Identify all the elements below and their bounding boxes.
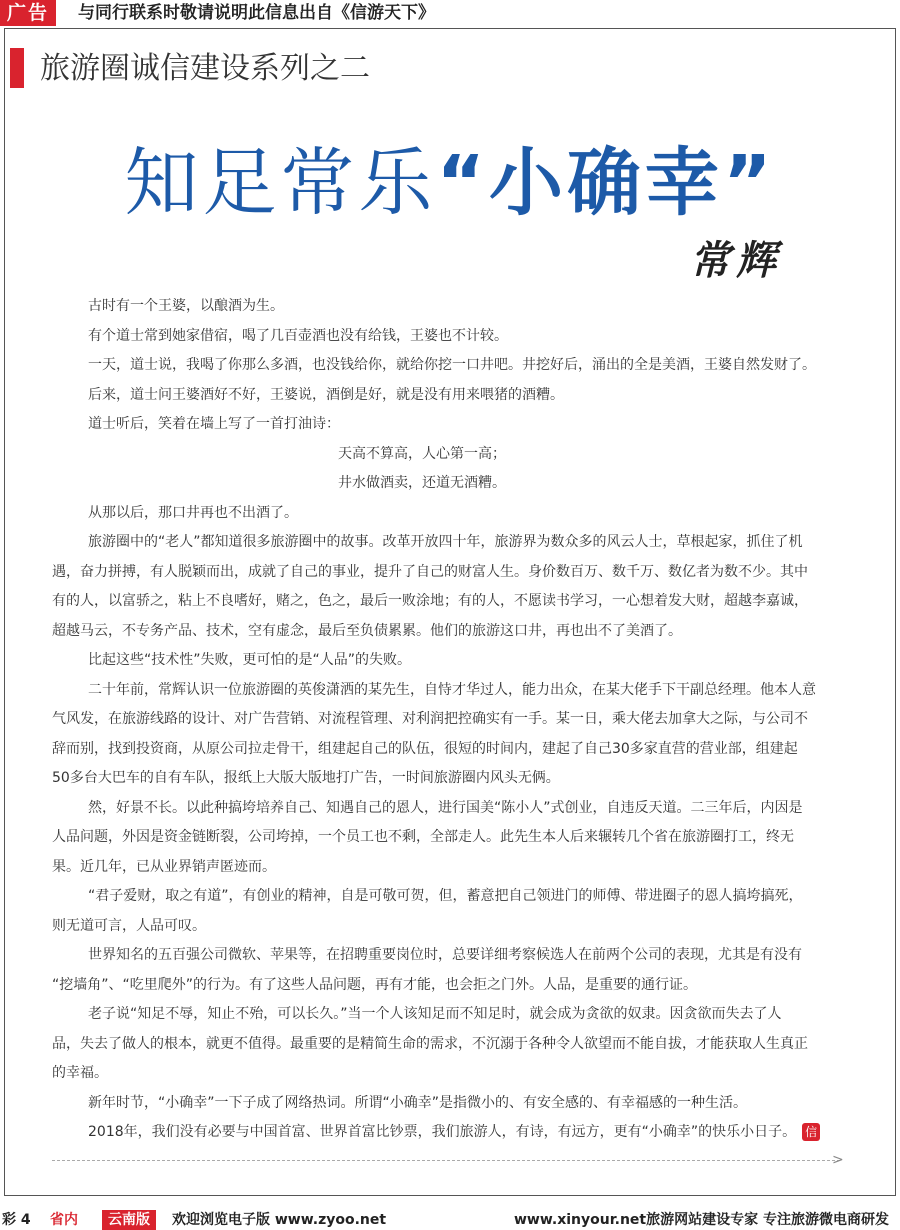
- paragraph-line: 超越马云，不专务产品、技术，空有虚念，最后至负债累累。他们的旅游这口井，再也出不了美酒了。: [52, 622, 682, 639]
- paragraph-line: 比起这些“技术性”失败，更可怕的是“人品”的失败。: [88, 652, 412, 668]
- paragraph-line: “挖墙角”、“吃里爬外”的行为。有了这些人品问题，再有才能，也会拒之门外。人品，是重要的通行证。: [52, 976, 698, 993]
- page-footer: [0, 1210, 900, 1230]
- arrow-right-icon: >: [832, 1152, 844, 1168]
- paragraph-line: 人品问题，外因是资金链断裂，公司垮掉，一个员工也不剩，全部走人。此先生本人后来辗转几个省在旅游圈打工，终无: [52, 829, 794, 845]
- author-signature: 常辉: [690, 237, 782, 284]
- promo-link[interactable]: www.xinyour.net旅游网站建设专家 专注旅游微电商研发: [514, 1212, 889, 1228]
- paragraph-line: 则无道可言，人品可叹。: [52, 917, 206, 934]
- paragraph-line: 遇，奋力拼搏，有人脱颖而出，成就了自己的事业，提升了自己的财富人生。身价数百万、数千万、数亿者为数不少。其中: [52, 563, 808, 580]
- top-ad-bar: [0, 0, 900, 26]
- paragraph-line: 品，失去了做人的根本，就更不值得。最重要的是精简生命的需求，不沉溺于各种令人欲望而不能自拔，才能获取人生真正: [52, 1035, 808, 1052]
- closing-sentence: 2018年，我们没有必要与中国首富、世界首富比钞票，我们旅游人，有诗，有远方，更有“小确幸”的快乐小日子。: [88, 1124, 797, 1140]
- paragraph-line: 旅游圈中的“老人”都知道很多旅游圈中的故事。改革开放四十年，旅游界为数众多的风云人士，草根起家，抓住了机: [88, 534, 803, 550]
- page-number: 彩 4: [2, 1212, 31, 1228]
- dotted-divider: [52, 1160, 840, 1161]
- end-seal-icon: 信: [802, 1123, 820, 1141]
- paragraph-line: 古时有一个王婆，以酿酒为生。: [88, 298, 284, 314]
- series-title: 旅游圈诚信建设系列之二: [40, 51, 370, 86]
- ad-badge: 广告: [0, 0, 56, 26]
- paragraph-line: 然，好景不长。以此种搞垮培养自己、知遇自己的恩人，进行国美“陈小人”式创业，自违反天道。二三年后，内因是: [88, 799, 803, 816]
- paragraph-line: 后来，道士问王婆酒好不好，王婆说，酒倒是好，就是没有用来喂猪的酒糟。: [88, 386, 564, 403]
- article-body: [52, 292, 852, 1148]
- poem-line: 天高不算高，人心第一高；: [338, 445, 506, 462]
- paragraph-line: [52, 1118, 852, 1148]
- paragraph-line: 从那以后，那口井再也不出酒了。: [88, 504, 298, 521]
- paragraph-line: “君子爱财，取之有道”，有创业的精神，自是可敬可贺，但，蓄意把自己领进门的师傅、带进圈子的恩人搞垮搞死，: [88, 888, 803, 904]
- paragraph-line: 新年时节，“小确幸”一下子成了网络热词。所谓“小确幸”是指微小的、有安全感的、有幸福感的一种生活。: [88, 1094, 748, 1111]
- paragraph-line: 50多台大巴车的自有车队，报纸上大版大版地打广告，一时间旅游圈内风头无俩。: [52, 770, 560, 786]
- paragraph-line: 二十年前，常辉认识一位旅游圈的英俊潇洒的某先生，自恃才华过人，能力出众，在某大佬手下干副总经理。他本人意: [88, 681, 816, 698]
- poem-line: 井水做酒卖，还道无酒糟。: [338, 475, 506, 491]
- paragraph-line: 辞而别，找到投资商，从原公司拉走骨干，组建起自己的队伍，很短的时间内，建起了自己30多家直营的营业部，组建起: [52, 740, 798, 757]
- series-marker: [10, 48, 24, 88]
- paragraph-line: 有个道士常到她家借宿，喝了几百壶酒也没有给钱，王婆也不计较。: [88, 327, 508, 344]
- paragraph-line: 世界知名的五百强公司微软、苹果等，在招聘重要岗位时，总要详细考察候选人在前两个公司的表现，尤其是有没有: [88, 947, 802, 963]
- paragraph-line: 一天，道士说，我喝了你那么多酒，也没钱给你，就给你挖一口井吧。井挖好后，涌出的全是美酒，王婆自然发财了。: [88, 357, 816, 373]
- title-part2: “小确幸”: [436, 140, 776, 226]
- paragraph-line: 果。近几年，已从业界销声匿迹而。: [52, 858, 276, 875]
- browse-link[interactable]: 欢迎浏览电子版 www.zyoo.net: [172, 1212, 387, 1228]
- paragraph-line: 气风发，在旅游线路的设计、对广告营销、对流程管理、对利润把控确实有一手。某一日，乘大佬去加拿大之际，与公司不: [52, 711, 808, 727]
- section-label: 省内: [50, 1212, 78, 1228]
- ad-notice: 与同行联系时敬请说明此信息出自《信游天下》: [78, 3, 435, 23]
- paragraph-line: 有的人，以富骄之，粘上不良嗜好，赌之，色之，最后一败涂地；有的人，不愿读书学习，一心想着发大财，超越李嘉诚，: [52, 593, 808, 609]
- paragraph-line: 的幸福。: [52, 1065, 108, 1081]
- paragraph-line: 老子说“知足不辱，知止不殆，可以长久。”当一个人该知足而不知足时，就会成为贪欲的奴隶。因贪欲而失去了人: [88, 1006, 782, 1022]
- title-part1: 知足常乐: [124, 140, 437, 226]
- edition-badge: 云南版: [102, 1210, 156, 1230]
- article-title: [0, 138, 900, 228]
- paragraph-line: 道士听后，笑着在墙上写了一首打油诗：: [88, 416, 340, 432]
